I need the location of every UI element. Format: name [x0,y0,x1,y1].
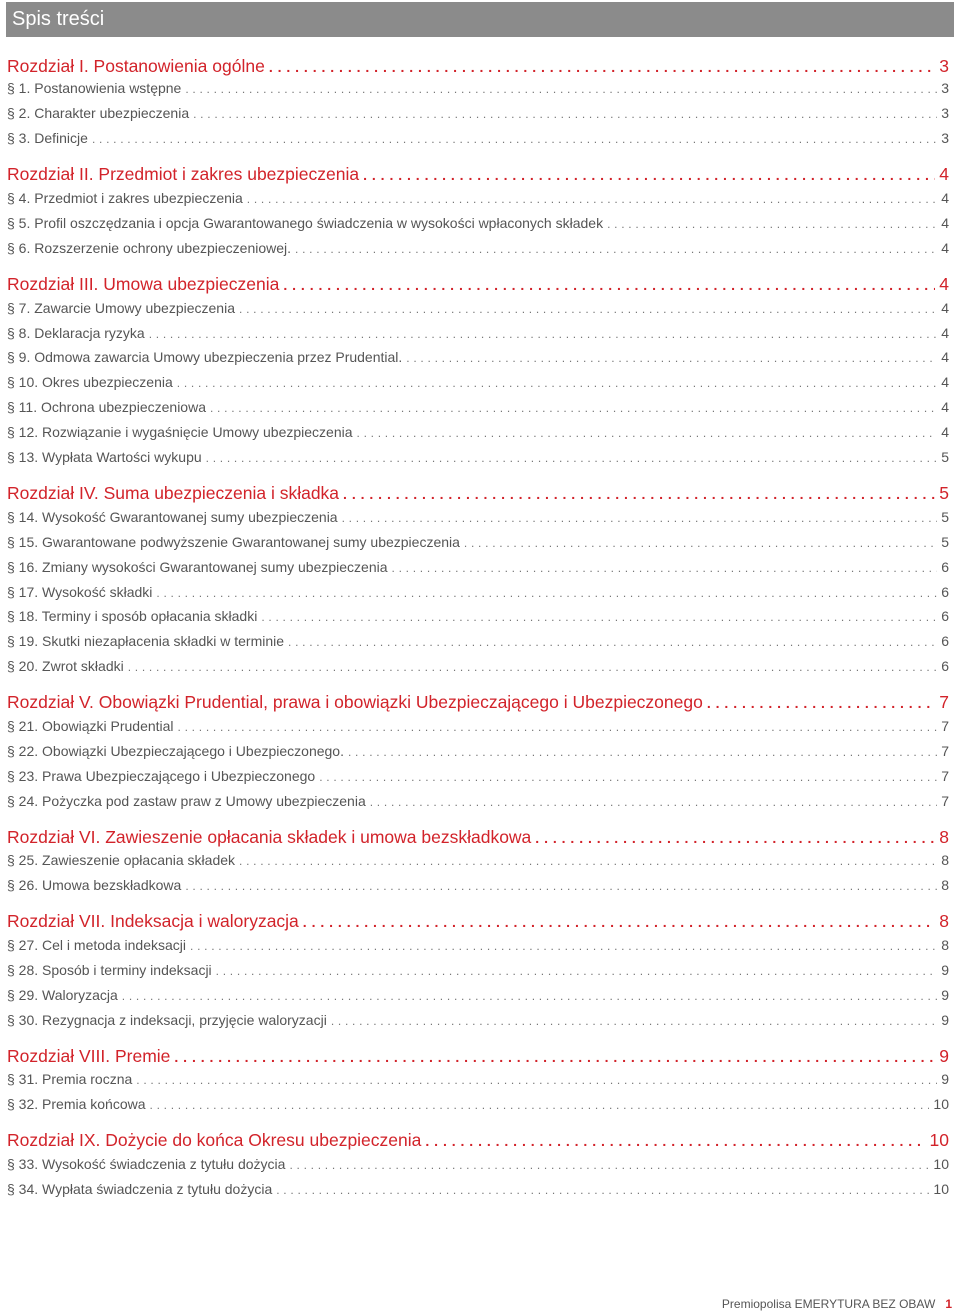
toc-section-entry[interactable] [7,987,949,1009]
toc-entry-title: § 12. Rozwiązanie i wygaśnięcie Umowy ubezpieczenia [7,424,353,440]
toc-entry-page: 4 [941,424,949,440]
toc-entry-page: 10 [933,1181,949,1197]
toc-section-entry[interactable] [7,130,949,152]
dot-leader [295,242,937,256]
dot-leader [331,1014,937,1028]
dot-leader [303,914,935,930]
toc-entry-page: 4 [941,399,949,415]
dot-leader [210,401,937,415]
toc-entry-page: 6 [941,633,949,649]
toc-chapter-entry[interactable] [7,1046,949,1068]
toc-entry-page: 4 [939,164,949,184]
dot-leader [357,426,938,440]
toc-section-entry[interactable] [7,743,949,765]
toc-entry-page: 4 [941,300,949,316]
toc-entry-title: Rozdział I. Postanowienia ogólne [7,56,265,76]
toc-entry-page: 8 [941,877,949,893]
toc-entry-title: Rozdział II. Przedmiot i zakres ubezpieczenia [7,164,360,184]
toc-section-entry[interactable] [7,374,949,396]
toc-entry-title: Rozdział IV. Suma ubezpieczenia i składka [7,483,340,503]
toc-entry-title: § 2. Charakter ubezpieczenia [7,105,190,121]
toc-chapter-entry[interactable] [7,274,949,296]
page-footer [722,1297,952,1311]
dot-leader [464,536,937,550]
toc-entry-page: 4 [941,325,949,341]
toc-header [6,2,954,37]
toc-entry-page: 8 [939,911,949,931]
dot-leader [122,989,937,1003]
toc-entry-page: 4 [941,374,949,390]
toc-entry-title: Rozdział III. Umowa ubezpieczenia [7,274,280,294]
toc-entry-title: § 11. Ochrona ubezpieczeniowa [7,399,206,415]
toc-entry-page: 10 [933,1096,949,1112]
toc-entry-page: 7 [941,793,949,809]
toc-section-entry[interactable] [7,633,949,655]
dot-leader [216,964,938,978]
toc-entry-page: 6 [941,658,949,674]
dot-leader [343,486,935,502]
toc-section-entry[interactable] [7,608,949,630]
toc-section-entry[interactable] [7,325,949,347]
toc-entry-page: 9 [939,1046,949,1066]
toc-entry-page: 6 [941,608,949,624]
dot-leader [289,1158,929,1172]
toc-entry-title: § 6. Rozszerzenie ochrony ubezpieczeniowej. [7,240,292,256]
toc-section-entry[interactable] [7,1156,949,1178]
toc-section-entry[interactable] [7,658,949,680]
dot-leader [239,302,937,316]
toc-entry-title: § 13. Wypłata Wartości wykupu [7,449,202,465]
toc-entry-title: § 18. Terminy i sposób opłacania składki [7,608,258,624]
toc-section-entry[interactable] [7,449,949,471]
toc-entry-page: 9 [941,987,949,1003]
dot-leader [363,167,935,183]
toc-entry-title: § 19. Skutki niezapłacenia składki w terminie [7,633,285,649]
toc-chapter-entry[interactable] [7,1130,949,1152]
toc-section-entry[interactable] [7,424,949,446]
toc-section-entry[interactable] [7,534,949,556]
dot-leader [177,376,937,390]
dot-leader [92,132,937,146]
toc-section-entry[interactable] [7,793,949,815]
toc-section-entry[interactable] [7,877,949,899]
toc-section-entry[interactable] [7,1096,949,1118]
toc-entry-page: 3 [939,56,949,76]
toc-entry-title: § 34. Wypłata świadczenia z tytułu dożycia [7,1181,273,1197]
dot-leader [193,107,937,121]
dot-leader [136,1073,937,1087]
toc-entry-title: § 30. Rezygnacja z indeksacji, przyjęcie waloryzacji [7,1012,327,1028]
toc-entry-title: § 23. Prawa Ubezpieczającego i Ubezpieczonego [7,768,316,784]
toc-entry-page: 7 [941,743,949,759]
toc-entry-page: 7 [941,718,949,734]
dot-leader [535,830,935,846]
toc-section-entry[interactable] [7,1012,949,1034]
toc-entry-title: § 7. Zawarcie Umowy ubezpieczenia [7,300,235,316]
dot-leader [276,1183,929,1197]
toc-entry-title: § 24. Pożyczka pod zastaw praw z Umowy ubezpieczenia [7,793,366,809]
toc-section-entry[interactable] [7,559,949,581]
dot-leader [156,586,937,600]
toc-entry-page: 3 [941,105,949,121]
toc-entry-title: § 29. Waloryzacja [7,987,118,1003]
toc-entry-title: § 28. Sposób i terminy indeksacji [7,962,212,978]
toc-section-entry[interactable] [7,584,949,606]
toc-entry-page: 10 [929,1130,949,1150]
toc-entry-title: § 8. Deklaracja ryzyka [7,325,145,341]
toc-chapter-entry[interactable] [7,56,949,78]
dot-leader [348,745,937,759]
toc-section-entry[interactable] [7,300,949,322]
toc-chapter-entry[interactable] [7,483,949,505]
dot-leader [247,192,937,206]
dot-leader [269,59,935,75]
toc-section-entry[interactable] [7,215,949,237]
toc-entry-title: Rozdział VI. Zawieszenie opłacania składek i umowa bezskładkowa [7,827,532,847]
toc-entry-page: 5 [941,449,949,465]
toc-section-entry[interactable] [7,80,949,102]
toc-entry-page: 6 [941,559,949,575]
toc-entry-page: 8 [939,827,949,847]
dot-leader [190,939,937,953]
dot-leader [185,82,937,96]
dot-leader [342,511,938,525]
dot-leader [370,795,937,809]
footer-page-number: 1 [945,1297,952,1311]
toc-entry-title: Rozdział V. Obowiązki Prudential, prawa i obowiązki Ubezpieczającego i Ubezpieczonego [7,692,703,712]
toc-section-entry[interactable] [7,852,949,874]
toc-section-entry[interactable] [7,768,949,790]
toc-entry-page: 8 [941,852,949,868]
toc-section-entry[interactable] [7,509,949,531]
toc-entry-title: § 25. Zawieszenie opłacania składek [7,852,236,868]
toc-entry-title: Rozdział VIII. Premie [7,1046,171,1066]
toc-entry-title: § 9. Odmowa zawarcia Umowy ubezpieczenia przez Prudential. [7,349,403,365]
toc-entry-title: § 17. Wysokość składki [7,584,153,600]
toc-section-entry[interactable] [7,240,949,262]
dot-leader [174,1049,935,1065]
toc-entry-title: § 21. Obowiązki Prudential [7,718,174,734]
toc-entry-title: § 1. Postanowienia wstępne [7,80,182,96]
toc-section-entry[interactable] [7,718,949,740]
dot-leader [607,217,937,231]
toc-entry-title: § 20. Zwrot składki [7,658,124,674]
dot-leader [392,561,938,575]
dot-leader [206,451,938,465]
toc-entry-title: § 22. Obowiązki Ubezpieczającego i Ubezpieczonego. [7,743,344,759]
toc-header-title: Spis treści [12,8,105,30]
dot-leader [185,879,937,893]
toc-section-entry[interactable] [7,1181,949,1203]
toc-entry-page: 4 [941,190,949,206]
toc-entry-title: Rozdział VII. Indeksacja i waloryzacja [7,911,299,931]
toc-entry-title: § 26. Umowa bezskładkowa [7,877,182,893]
toc-entry-page: 4 [941,349,949,365]
dot-leader [178,720,938,734]
dot-leader [707,695,935,711]
dot-leader [150,1098,930,1112]
toc-chapter-entry[interactable] [7,911,949,933]
dot-leader [261,610,937,624]
toc-chapter-entry[interactable] [7,827,949,849]
toc-entry-page: 7 [939,692,949,712]
toc-section-entry[interactable] [7,962,949,984]
toc-entry-page: 9 [941,1071,949,1087]
toc-entry-title: § 33. Wysokość świadczenia z tytułu dożycia [7,1156,286,1172]
toc-section-entry[interactable] [7,190,949,212]
toc-entry-page: 3 [941,80,949,96]
toc-entry-page: 6 [941,584,949,600]
toc-entry-title: § 27. Cel i metoda indeksacji [7,937,186,953]
toc-entry-page: 4 [941,215,949,231]
toc-entry-page: 8 [941,937,949,953]
toc-section-entry[interactable] [7,1071,949,1093]
dot-leader [406,351,937,365]
toc-entry-title: § 32. Premia końcowa [7,1096,146,1112]
toc-entry-page: 7 [941,768,949,784]
footer-product-name: Premiopolisa EMERYTURA BEZ OBAW [721,1297,936,1311]
toc-entry-title: § 31. Premia roczna [7,1071,133,1087]
toc-chapter-entry[interactable] [7,692,949,714]
toc-entry-title: § 3. Definicje [7,130,88,146]
toc-entry-page: 4 [939,274,949,294]
dot-leader [319,770,937,784]
toc-entry-page: 5 [941,509,949,525]
toc-entry-title: Rozdział IX. Dożycie do końca Okresu ubezpieczenia [7,1130,422,1150]
dot-leader [283,277,935,293]
toc-entry-page: 10 [933,1156,949,1172]
toc-entry-title: § 15. Gwarantowane podwyższenie Gwarantowanej sumy ubezpieczenia [7,534,460,550]
dot-leader [149,327,937,341]
toc-entry-page: 3 [941,130,949,146]
toc-section-entry[interactable] [7,105,949,127]
toc-entry-page: 5 [941,534,949,550]
toc-section-entry[interactable] [7,399,949,421]
toc-entry-title: § 16. Zmiany wysokości Gwarantowanej sumy ubezpieczenia [7,559,388,575]
toc-entry-title: § 10. Okres ubezpieczenia [7,374,173,390]
toc-entry-title: § 14. Wysokość Gwarantowanej sumy ubezpieczenia [7,509,338,525]
dot-leader [288,635,937,649]
toc-entry-page: 5 [939,483,949,503]
dot-leader [425,1133,925,1149]
toc-chapter-entry[interactable] [7,164,949,186]
dot-leader [239,854,937,868]
toc-entry-page: 4 [941,240,949,256]
toc-entry-title: § 4. Przedmiot i zakres ubezpieczenia [7,190,243,206]
toc-section-entry[interactable] [7,349,949,371]
toc-entry-page: 9 [941,962,949,978]
dot-leader [128,660,937,674]
toc-entry-page: 9 [941,1012,949,1028]
toc-section-entry[interactable] [7,937,949,959]
toc-entry-title: § 5. Profil oszczędzania i opcja Gwarantowanego świadczenia w wysokości wpłaconych składek [7,215,604,231]
